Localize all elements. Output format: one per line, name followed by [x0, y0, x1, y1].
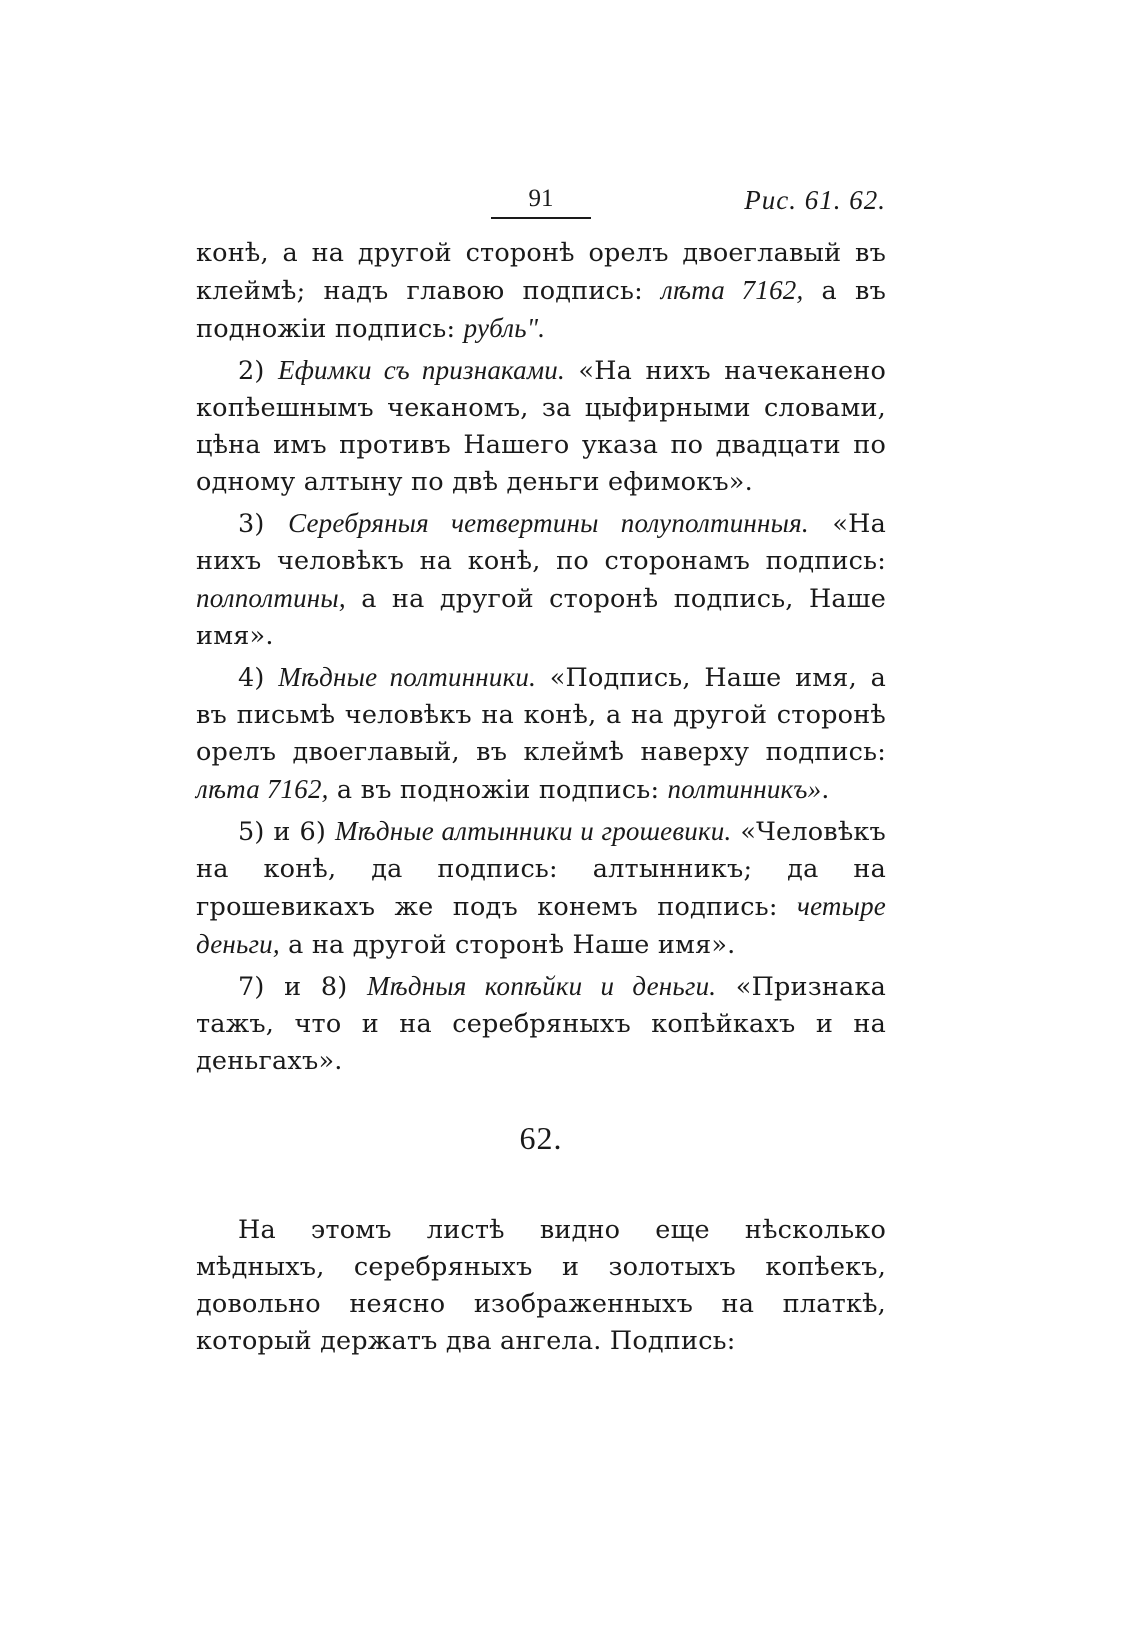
text-run: 7) и 8): [238, 972, 367, 1002]
document-page: [196, 185, 886, 1364]
text-run: .: [821, 775, 830, 805]
paragraph: [196, 235, 886, 348]
closing-paragraph: [196, 1212, 886, 1360]
italic-phrase: Мѣдные полтинники.: [278, 662, 537, 692]
text-run: конѣ, а на другой сторонѣ орелъ двоеглавый въ клеймѣ; надъ главою подпись:: [196, 238, 886, 306]
italic-phrase: Ефимки съ признаками.: [278, 355, 565, 385]
text-run: 2): [238, 356, 278, 386]
text-run: а на другой сторонѣ Наше имя».: [279, 930, 736, 960]
page-number: 91: [491, 185, 591, 219]
italic-phrase: лѣта 7162,: [661, 275, 804, 305]
page-header: [196, 185, 886, 235]
italic-phrase: Мѣдныя копѣйки и деньги.: [366, 971, 717, 1001]
paragraph: [196, 505, 886, 655]
text-run: «На нихъ начеканено копѣешнымъ чеканомъ, за цыфирными словами, цѣна имъ противъ Нашего указа по двадцати по одному алтыну по двѣ деньги ефимокъ».: [196, 356, 886, 497]
text-run: а на другой сторонѣ подпись, Наше имя».: [196, 584, 886, 651]
italic-phrase: лѣта 7162,: [196, 774, 329, 804]
text-run: На этомъ листѣ видно еще нѣсколько мѣдныхъ, серебряныхъ и золотыхъ копѣекъ, довольно неясно изображенныхъ на платкѣ, который держатъ два ангела. Подпись:: [196, 1215, 886, 1356]
italic-phrase: четыре деньги,: [196, 891, 886, 959]
paragraph: [196, 813, 886, 964]
text-run: «Человѣкъ на конѣ, да подпись: алтынникъ; да на грошевикахъ же подъ конемъ подпись:: [196, 817, 886, 922]
text-run: 3): [238, 509, 289, 539]
paragraph: [196, 968, 886, 1080]
paragraph: [196, 659, 886, 809]
section-heading: 62.: [519, 1120, 563, 1156]
paragraph: [196, 352, 886, 501]
italic-phrase: Серебряныя четвертины полуполтинныя.: [288, 508, 809, 538]
body-text: [196, 235, 886, 1360]
italic-phrase: рубль".: [463, 313, 546, 343]
text-run: «Признака тажъ, что и на серебряныхъ копѣйкахъ и на деньгахъ».: [196, 972, 887, 1076]
text-run: 4): [238, 663, 279, 693]
text-run: а въ подножiи подпись:: [328, 775, 668, 805]
text-run: а въ подножiи подпись:: [196, 276, 886, 344]
italic-phrase: полтинникъ»: [667, 774, 822, 804]
text-run: «На нихъ человѣкъ на конѣ, по сторонамъ подпись:: [196, 509, 886, 576]
italic-phrase: Мѣдные алтынники и грошевики.: [334, 816, 732, 846]
text-run: 5) и 6): [238, 817, 335, 847]
italic-phrase: полполтины,: [196, 583, 346, 613]
running-head: Рис. 61. 62.: [744, 185, 886, 215]
text-run: «Подпись, Наше имя, а въ письмѣ человѣкъ на конѣ, а на другой сторонѣ орелъ двоеглавый, въ клеймѣ наверху подпись:: [196, 663, 886, 767]
